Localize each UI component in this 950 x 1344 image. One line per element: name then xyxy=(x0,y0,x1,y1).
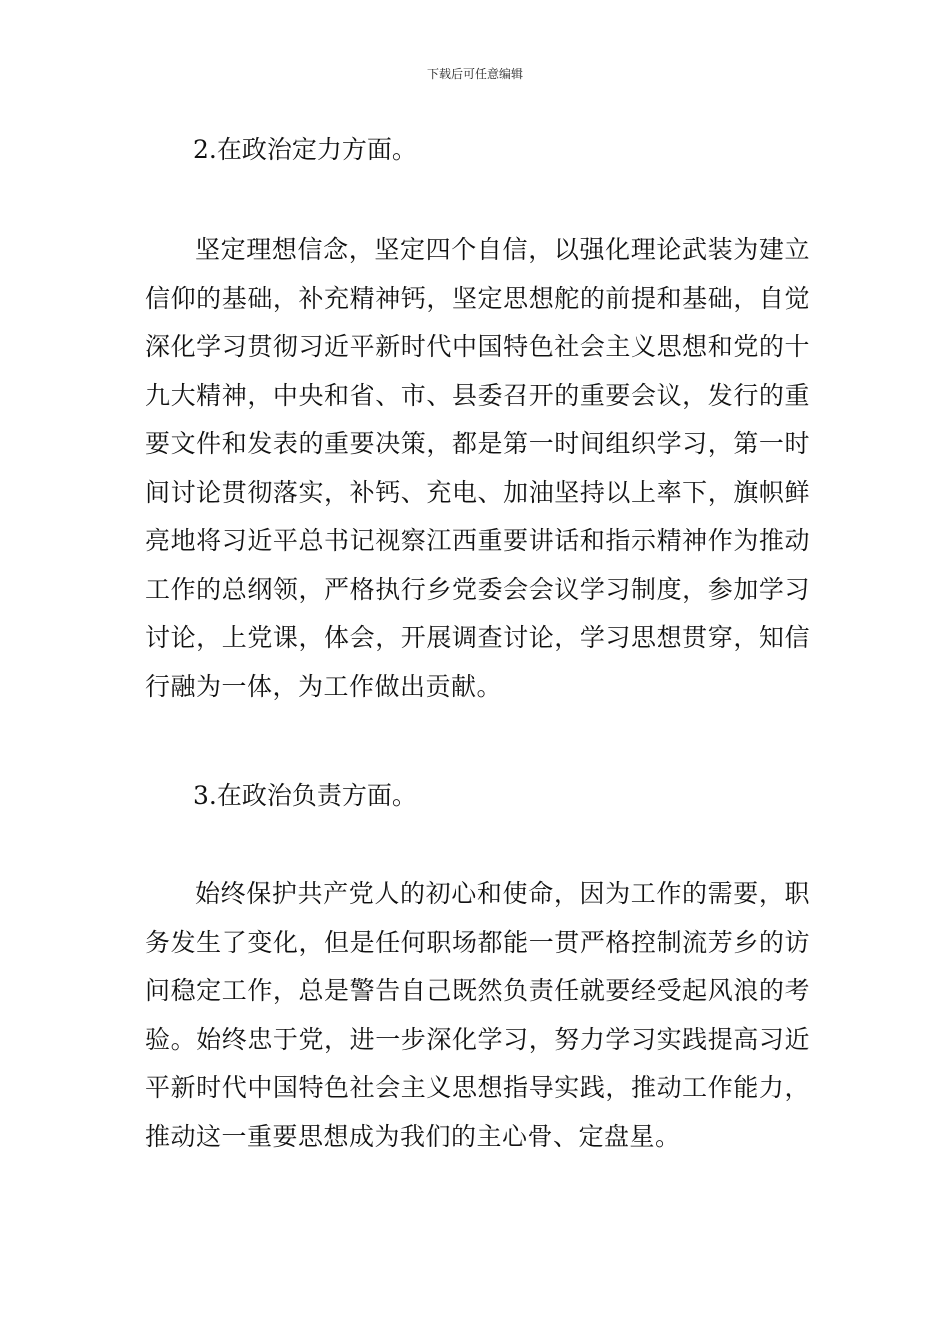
section-paragraph-3: 始终保护共产党人的初心和使命，因为工作的需要，职务发生了变化，但是任何职场都能一贯严格控制流芳乡的访问稳定工作，总是警告自己既然负责任就要经受起风浪的考验。始终忠于党，进一步深化学习，努力学习实践提高习近平新时代中国特色社会主义思想指导实践，推动工作能力，推动这一重要思想成为我们的主心骨、定盘星。 xyxy=(145,879,810,1151)
section-heading-2: 2.在政治定力方面。 xyxy=(193,135,417,164)
page-header: 下载后可任意编辑 xyxy=(426,67,523,81)
section-heading-3: 3.在政治负责方面。 xyxy=(193,781,417,810)
section-paragraph-2: 坚定理想信念，坚定四个自信，以强化理论武装为建立信仰的基础，补充精神钙，坚定思想舵的前提和基础，自觉深化学习贯彻习近平新时代中国特色社会主义思想和党的十九大精神，中央和省、市、县委召开的重要会议，发行的重要文件和发表的重要决策，都是第一时间组织学习，第一时间讨论贯彻落实，补钙、充电、加油坚持以上率下，旗帜鲜亮地将习近平总书记视察江西重要讲话和指示精神作为推动工作的总纲领，严格执行乡党委会会议学习制度，参加学习讨论，上党课，体会，开展调查讨论，学习思想贯穿，知信行融为一体，为工作做出贡献。 xyxy=(145,235,810,701)
